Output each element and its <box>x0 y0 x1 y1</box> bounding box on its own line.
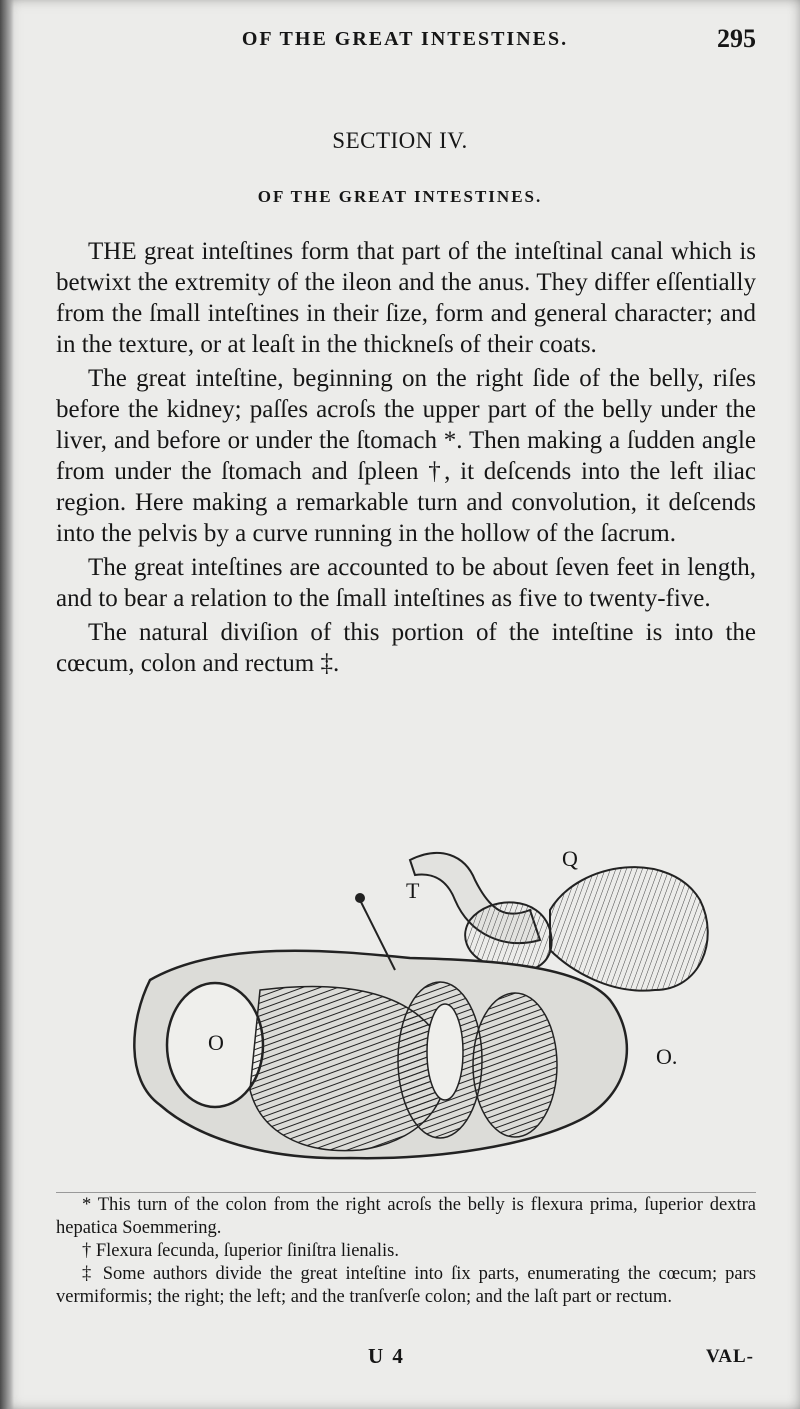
figure-label-o-right: O. <box>656 1044 678 1069</box>
footnotes <box>56 1194 756 1309</box>
intestine-engraving <box>110 840 730 1180</box>
paragraph-4: The natural diviſion of this portion of the inteſtine is into the cœcum, colon and rectum ‡. <box>56 619 756 677</box>
running-head: OF THE GREAT INTESTINES. <box>241 28 569 50</box>
signature-mark: U 4 <box>368 1344 405 1368</box>
body-text <box>56 236 756 682</box>
footnote-rule <box>56 1192 756 1193</box>
intestine-illustration <box>110 840 730 1180</box>
page-number: 295 <box>717 24 756 53</box>
section-heading: SECTION IV. <box>332 128 468 153</box>
figure-label-t: T <box>406 878 420 903</box>
figure-label-q: Q <box>562 846 578 871</box>
footnote-3: ‡ Some authors divide the great inteſtine into ſix parts, enumerating the cœcum; pars vermiformis; the right; the left; and the tranſverſe colon; and the laſt part or rectum. <box>56 1264 756 1307</box>
paragraph-1: THE great inteſtines form that part of the inteſtinal canal which is betwixt the extremity of the ileon and the anus. They differ eſſentially from the ſmall inteſtines in their ſize, form and general character; and in the texture, or at leaſt in the thickneſs of their coats. <box>56 238 756 358</box>
catchword: VAL- <box>706 1346 754 1367</box>
page-gutter-shadow <box>0 0 14 1409</box>
paragraph-3: The great inteſtines are accounted to be about ſeven feet in length, and to bear a relation to the ſmall inteſtines as five to twenty-five. <box>56 554 756 612</box>
footnote-1: * This turn of the colon from the right acroſs the belly is flexura prima, ſuperior dextra hepatica Soemmering. <box>56 1195 756 1238</box>
paragraph-2: The great inteſtine, beginning on the right ſide of the belly, riſes before the kidney; paſſes acroſs the upper part of the belly under the liver, and before or under the ſtomach *. Then making a ſudden angle from under the ſtomach and ſpleen †, it deſcends into the left iliac region. Here making a remarkable turn and convolution, it deſcends into the pelvis by a curve running in the hollow of the ſacrum. <box>56 365 756 547</box>
figure-label-o-left: O <box>208 1030 224 1055</box>
section-title: OF THE GREAT INTESTINES. <box>257 187 543 206</box>
footnote-2: † Flexura ſecunda, ſuperior ſiniſtra lienalis. <box>82 1241 399 1261</box>
